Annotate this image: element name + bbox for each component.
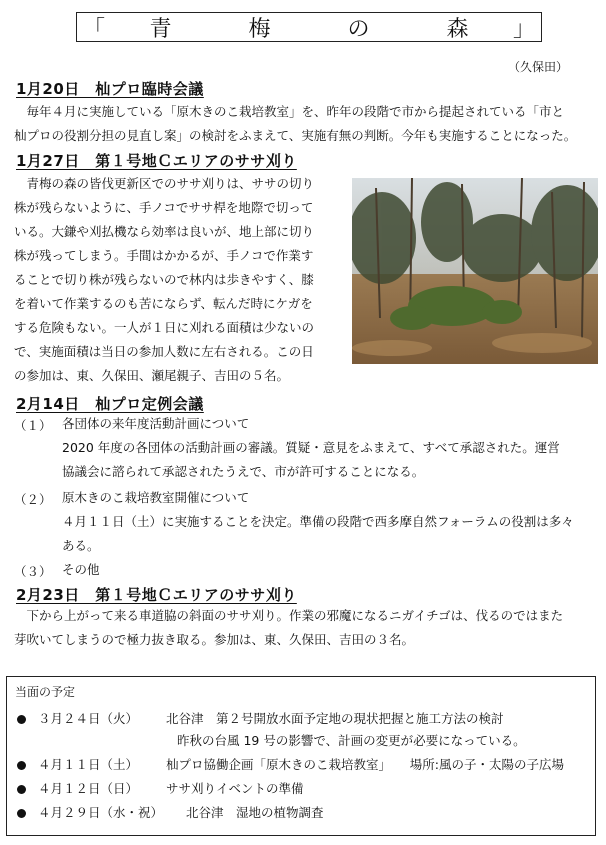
schedule-box [6, 676, 596, 836]
text-line: ある。 [62, 538, 100, 553]
title-char: 青 [149, 16, 172, 42]
author: （久保田） [507, 60, 568, 74]
schedule-text: ササ刈りイベントの準備 [166, 781, 304, 796]
schedule-item [17, 755, 564, 773]
schedule-date: ４月２９日（水・祝） [38, 805, 164, 820]
bullet-icon [17, 715, 26, 724]
schedule-item [17, 779, 304, 797]
text-line: 杣プロの役割分担の見直し案」の検討をふまえて、実施有無の判断。今年も実施することになった。 [14, 128, 577, 143]
title-open-bracket: 「 [83, 16, 106, 42]
section-heading-0127: 1月27日 第１号地Ｃエリアのササ刈り [16, 152, 297, 170]
bullet-icon [17, 809, 26, 818]
schedule-date: ４月１１日（土） [38, 757, 139, 772]
schedule-text: 杣プロ協働企画「原木きのこ栽培教室」 場所:風の子・太陽の子広場 [166, 757, 564, 772]
item-label: 原木きのこ栽培教室開催について [62, 490, 250, 505]
text-line: 毎年４月に実施している「原木きのこ栽培教室」を、昨年の段階で市から提起されている「市と [14, 104, 565, 119]
title-close-bracket: 」 [512, 16, 535, 42]
schedule-subtext: 昨秋の台風 19 号の影響で、計画の変更が必要になっている。 [177, 733, 526, 748]
section-heading-0120: 1月20日 杣プロ臨時会議 [16, 80, 204, 98]
item-number: （２） [14, 492, 52, 507]
schedule-text: 北谷津 第２号開放水面予定地の現状把握と施工方法の検討 [166, 711, 504, 726]
text-line: 株が残らないように、手ノコでササ桿を地際で切って [14, 200, 314, 215]
forest-photo [352, 178, 598, 364]
text-line: ることで切り株が残らないので林内は歩きやすく、膝 [14, 272, 314, 287]
item-number: （３） [14, 564, 52, 579]
text-line: の参加は、東、久保田、瀬尾親子、吉田の５名。 [14, 368, 290, 383]
section-body-0127 [14, 172, 350, 388]
section-body-0120 [14, 100, 576, 148]
schedule-item [17, 709, 504, 727]
section-heading-0214: 2月14日 杣プロ定例会議 [16, 395, 204, 413]
schedule-item [17, 803, 324, 821]
text-line: 下から上がって来る車道脇の斜面のササ刈り。作業の邪魔になるニガイチゴは、伐るのではまた [14, 608, 564, 623]
text-line: 株が残ってしまう。手間はかかるが、手ノコで作業す [14, 248, 314, 263]
text-line: いる。大鎌や刈払機なら効率は良いが、地上部に切り [14, 224, 315, 239]
item-body [62, 436, 560, 484]
title-char: 梅 [248, 16, 271, 42]
bullet-icon [17, 761, 26, 770]
section-body-0223 [14, 604, 563, 652]
schedule-date: ４月１２日（日） [38, 781, 139, 796]
section-heading-0223: 2月23日 第１号地Ｃエリアのササ刈り [16, 586, 297, 604]
item-label: 各団体の来年度活動計画について [62, 416, 250, 431]
item-label: その他 [62, 562, 100, 577]
item-body [62, 510, 574, 558]
schedule-heading: 当面の予定 [15, 685, 76, 699]
schedule-date: ３月２４日（火） [38, 711, 139, 726]
text-line: 2020 年度の各団体の活動計画の審議。質疑・意見をふまえて、すべて承認された。運営 [62, 440, 560, 455]
text-line: ４月１１日（土）に実施することを決定。準備の段階で西多摩自然フォーラムの役割は多々 [62, 514, 574, 529]
text-line: 協議会に諮られて承認されたうえで、市が許可することになる。 [62, 464, 425, 479]
title-box [76, 12, 542, 42]
title-char: 森 [446, 16, 469, 42]
item-number: （１） [14, 418, 52, 433]
text-line: する危険もない。一人が１日に刈れる面積は少ないの [14, 320, 315, 335]
text-line: 青梅の森の皆伐更新区でのササ刈りは、ササの切り [14, 176, 315, 191]
text-line: 芽吹いてしまうので極力抜き取る。参加は、東、久保田、吉田の３名。 [14, 632, 415, 647]
bullet-icon [17, 785, 26, 794]
title-char: の [347, 16, 370, 42]
schedule-text: 北谷津 湿地の植物調査 [186, 805, 324, 820]
text-line: で、実施面積は当日の参加人数に左右される。この日 [14, 344, 314, 359]
text-line: を着いて作業するのも苦にならず、転んだ時にケガを [14, 296, 313, 311]
page-title [111, 12, 507, 43]
